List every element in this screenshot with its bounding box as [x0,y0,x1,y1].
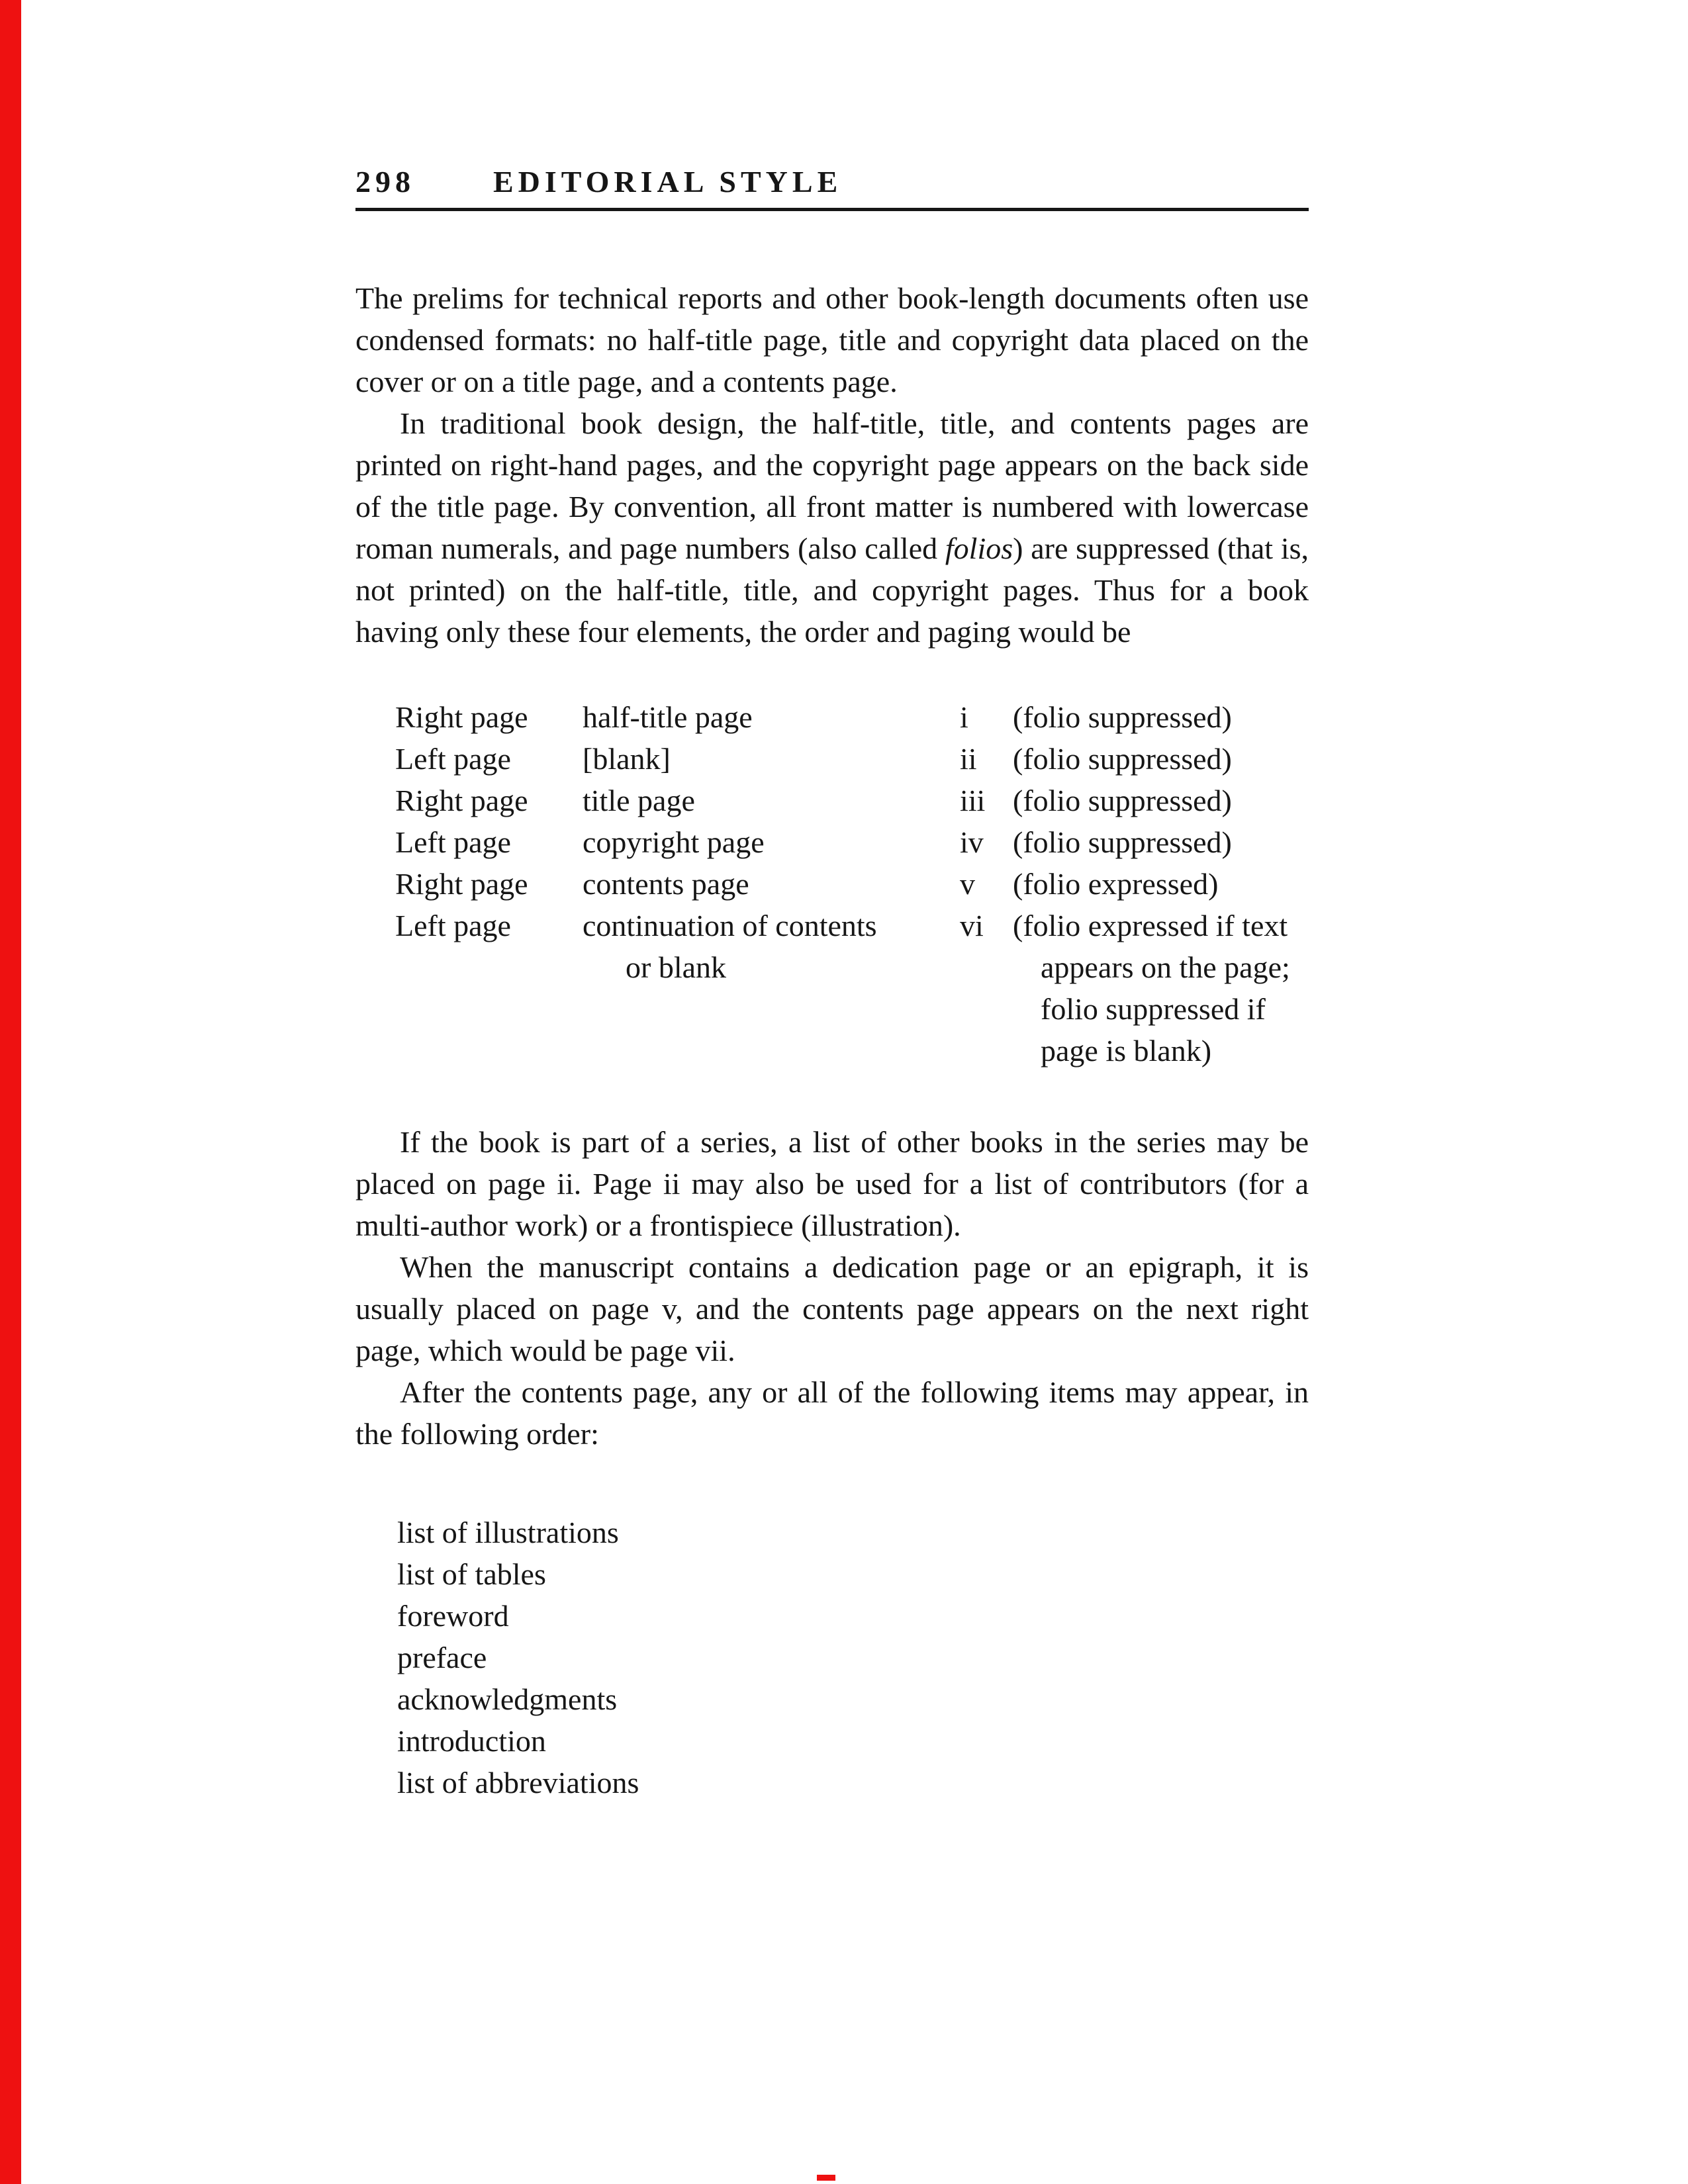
table-cell-note-line: folio suppressed if [1041,992,1266,1026]
list-item: list of abbreviations [397,1766,639,1799]
paragraph-prelims: The prelims for technical reports and other book-length documents often use condensed formats: no half-title page, title and copyright data placed on the cover or on a title page, and a contents page. [355,281,1309,398]
table-cell-content: copyright page [583,825,765,859]
list-item: preface [397,1641,487,1674]
table-cell-folio: ii [960,742,977,776]
table-cell-position: Right page [395,700,528,734]
table-cell-note: (folio suppressed) [1013,784,1232,817]
table-cell-note-line: (folio expressed if text [1013,909,1288,942]
table-cell-folio: vi [960,909,984,942]
paragraph-series: If the book is part of a series, a list of other books in the series may be placed on page ii. Page ii may also be used for a list of contributors (for a multi-author work) or a frontispiece (illustration). [355,1125,1309,1242]
red-bottom-mark [817,2175,835,2181]
book-page [355,0,1309,1803]
paragraph-after-contents: After the contents page, any or all of the following items may appear, in the following order: [355,1375,1309,1451]
table-cell-content: contents page [583,867,749,901]
table-cell-note: (folio suppressed) [1013,700,1232,734]
table-cell-note: (folio expressed) [1013,867,1219,901]
list-item: list of illustrations [397,1516,619,1549]
list-item: foreword [397,1599,509,1633]
paragraph-2-text-after: ) are suppressed (that is, not printed) on the half-title, title, and copyright pages. Thus for a book having only these four elements, the order and paging would be [355,531,1309,649]
table-cell-content [583,905,960,1071]
table-cell-folio: iv [960,825,984,859]
table-cell-position: Right page [395,784,528,817]
table-cell-note [1013,905,1309,1071]
paragraph-2-text-before: In traditional book design, the half-title, title, and contents pages are printed on right-hand pages, and the copyright page appears on the back side of the title page. By convention, all front matter is numbered with lowercase roman numerals, and page numbers (also called [355,406,1309,565]
table-cell-folio: v [960,867,975,901]
list-item: introduction [397,1724,546,1758]
header-rule [355,208,1309,211]
table-cell-note: (folio suppressed) [1013,825,1232,859]
front-matter-list [397,1512,1309,1803]
table-cell-position: Right page [395,867,528,901]
table-cell-folio: iii [960,784,986,817]
page-number: 298 [355,165,415,199]
table-cell-note-line: page is blank) [1041,1034,1212,1068]
table-cell-position: Left page [395,825,511,859]
table-cell-content: title page [583,784,695,817]
table-cell-folio: i [960,700,968,734]
paragraph-traditional-design [355,402,1309,653]
paragraph-dedication: When the manuscript contains a dedication page or an epigraph, it is usually placed on page v, and the contents page appears on the next right page, which would be page vii. [355,1250,1309,1367]
list-item: acknowledgments [397,1682,618,1716]
table-cell-content-line: or blank [626,950,727,984]
running-head [355,167,1309,197]
running-head-title: EDITORIAL STYLE [493,165,843,199]
table-cell-position: Left page [395,742,511,776]
red-edge-stripe [0,0,21,2184]
paging-table [395,696,1309,1071]
table-cell-content-line: continuation of contents [583,909,877,942]
italic-term-folios: folios [945,531,1013,565]
table-cell-content: half-title page [583,700,753,734]
table-cell-note: (folio suppressed) [1013,742,1232,776]
table-cell-position: Left page [395,909,511,942]
table-cell-content: [blank] [583,742,671,776]
list-item: list of tables [397,1557,546,1591]
table-cell-note-line: appears on the page; [1041,950,1290,984]
